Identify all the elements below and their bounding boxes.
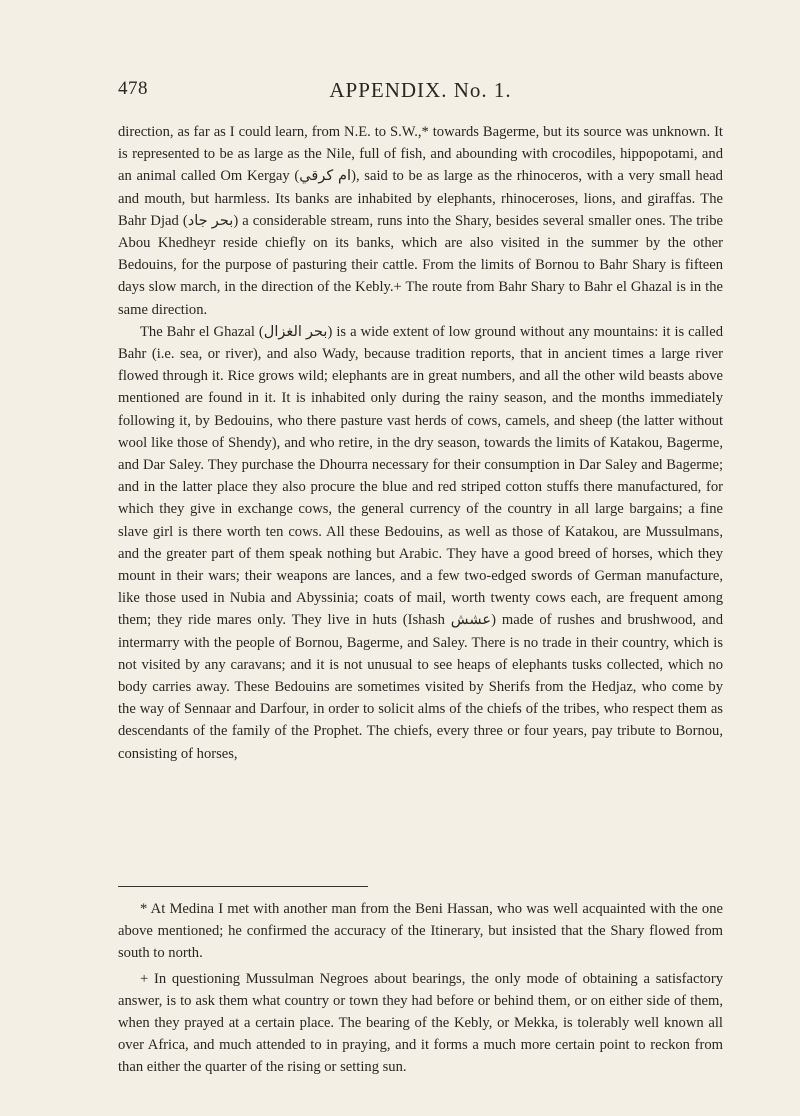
page-number: 478: [118, 78, 148, 99]
paragraph: direction, as far as I could learn, from N.E. to S.W.,* towards Bagerme, but its source was unknown. It is represented to be as large as the Nile, full of fish, and abounding with crocodiles, hippopotami, and an animal called Om Kergay (ام كرقي), said to be as large as the rhinoceros, with a very small head and mouth, but harmless. Its banks are inhabited by elephants, rhinoceroses, lions, and giraffas. The Bahr Djad (بحر جاد) a considerable stream, runs into the Shary, besides several smaller ones. The tribe Abou Khedheyr reside chiefly on its banks, which are also visited in the summer by the other Bedouins, for the purpose of pasturing their cattle. From the limits of Bornou to Bahr Shary is fifteen days slow march, in the direction of the Kebly.+ The route from Bahr Shary to Bahr el Ghazal is in the same direction.: [118, 124, 724, 318]
main-text: [118, 121, 723, 765]
paragraph: The Bahr el Ghazal (بحر الغزال) is a wide extent of low ground without any mountains: it is called Bahr (i.e. sea, or river), and also Wady, because tradition reports, that in ancient times a large river flowed through it. Rice grows wild; elephants are in great numbers, and all the other wild beasts above mentioned are found in it. It is inhabited only during the rainy season, and the months immediately following it, by Bedouins, who there pasture vast herds of cows, camels, and sheep (the latter without wool like those of Shendy), and who retire, in the dry season, towards the limits of Katakou, Bagerme, and Dar Saley. They purchase the Dhourra necessary for their consumption in Dar Saley and Bagerme; and in the latter place they also procure the blue and red striped cotton stuffs there manufactured, for which they give in exchange cows, the general currency of the country in all large bargains; a fine slave girl is there worth ten cows. All these Bedouins, as well as those of Katakou, are Mussulmans, and the greater part of them speak nothing but Arabic. They have a good breed of horses, which they mount in their wars; their weapons are lances, and a few two-edged swords of German manufacture, like those used in Nubia and Abyssinia; coats of mail, worth twenty cows each, are frequent among them; they ride mares only. They live in huts (Ishash عشش) made of rushes and brushwood, and intermarry with the people of Bornou, Bagerme, and Saley. There is no trade in their country, which is not visited by any caravans; and it is not unusual to see heaps of elephants tusks collected, which no body carries away. These Bedouins are sometimes visited by Sherifs from the Hedjaz, who come by the way of Sennaar and Darfour, in order to solicit alms of the chiefs of the tribes, who respect them as descendants of the family of the Prophet. The chiefs, every three or four years, pay tribute to Bornou, consisting of horses,: [118, 323, 724, 762]
footnote: + In questioning Mussulman Negroes about bearings, the only mode of obtaining a satisfactory answer, is to ask them what country or town they had before or behind them, or on either side of them, when they prayed at a certain place. The bearing of the Kebly, or Mekka, is tolerably well known all over Africa, and much attended to in praying, and it forms a much more certain point to reckon from than either the quarter of the rising or setting sun.: [118, 970, 723, 1076]
running-title: APPENDIX. No. 1.: [329, 78, 512, 102]
footnote: * At Medina I met with another man from the Beni Hassan, who was well acquainted with the one above mentioned; he confirmed the accuracy of the Itinerary, but insisted that the Shary flowed from south to north.: [118, 901, 723, 962]
footnote-divider: [118, 886, 368, 887]
page-header: [118, 78, 723, 108]
footnotes: [118, 898, 723, 1079]
